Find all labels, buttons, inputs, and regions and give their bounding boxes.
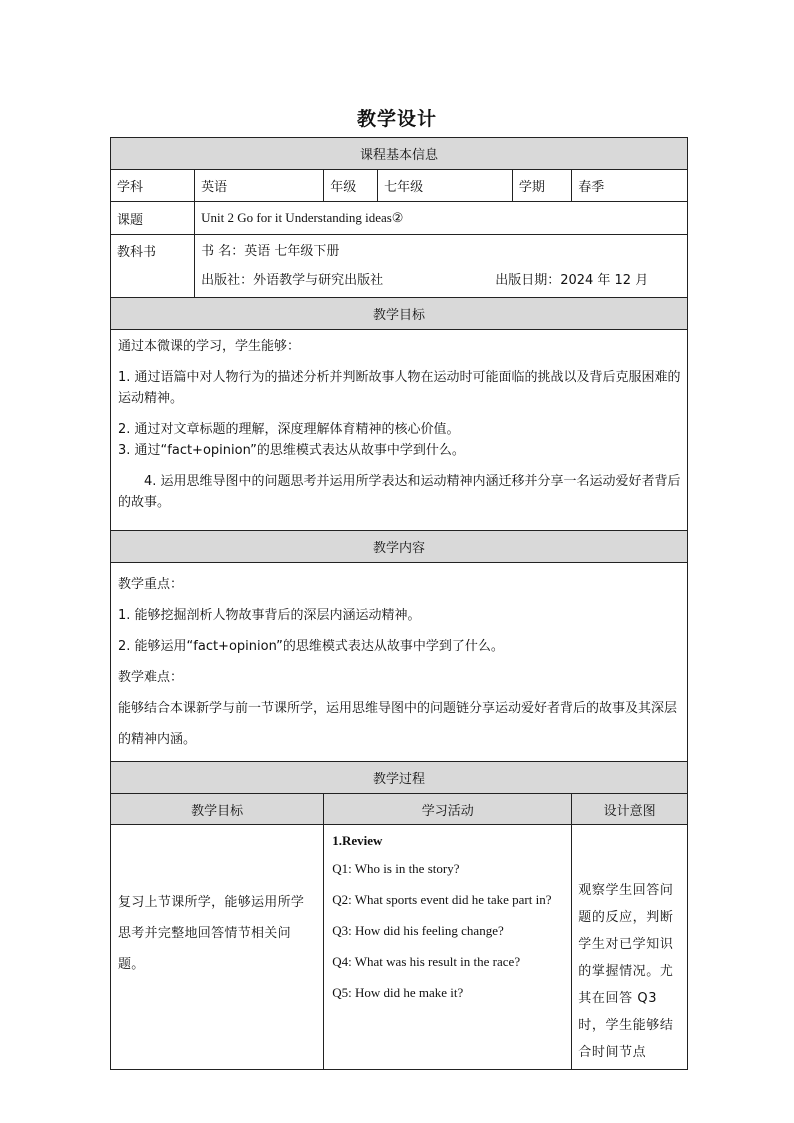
process-header-row <box>111 762 688 794</box>
term-label: 学期 <box>512 170 571 202</box>
topic-value: Unit 2 Go for it Understanding ideas② <box>195 202 688 235</box>
content-row <box>111 563 688 762</box>
topic-label: 课题 <box>111 202 195 235</box>
process-col-goal: 教学目标 <box>111 794 324 825</box>
book-name-line: 书 名：英语 七年级下册 <box>201 244 340 259</box>
activity-question-1: Q1: Who is in the story? <box>332 861 460 876</box>
process-row <box>111 825 688 1070</box>
process-goal-text: 复习上节课所学，能够运用所学思考并完整地回答情节相关问题。 <box>118 895 305 972</box>
process-goal <box>111 825 324 1070</box>
textbook-row <box>111 235 688 298</box>
content-header-row <box>111 531 688 563</box>
grade-value: 七年级 <box>378 170 513 202</box>
publisher: 出版社：外语教学与研究出版社 <box>201 273 384 288</box>
process-col-intent: 设计意图 <box>572 794 688 825</box>
difficulty-text: 能够结合本课新学与前一节课所学，运用思维导图中的问题链分享运动爱好者背后的故事及其深层的精神内涵。 <box>118 701 678 747</box>
content-header: 教学内容 <box>111 531 688 563</box>
textbook-info <box>195 235 688 298</box>
objectives-header-row <box>111 298 688 330</box>
objectives-intro: 通过本微课的学习，学生能够： <box>118 339 301 354</box>
objectives-row <box>111 330 688 531</box>
activity-question-2: Q2: What sports event did he take part in? <box>332 892 552 907</box>
document-title: 教学设计 <box>356 108 437 130</box>
activity-question-3: Q3: How did his feeling change? <box>332 923 504 938</box>
process-header: 教学过程 <box>111 762 688 794</box>
objective-item-3: 3. 通过“fact+opinion”的思维模式表达从故事中学到什么。 <box>118 443 465 458</box>
basic-info-header-row <box>111 138 688 170</box>
objectives-block <box>111 330 688 531</box>
basic-info-header: 课程基本信息 <box>111 138 688 170</box>
term-value: 春季 <box>572 170 688 202</box>
process-col-activity: 学习活动 <box>324 794 572 825</box>
activity-title: 1.Review <box>332 833 383 848</box>
subject-label: 学科 <box>111 170 195 202</box>
subject-value: 英语 <box>195 170 324 202</box>
objective-item-1: 1. 通过语篇中对人物行为的描述分析并判断故事人物在运动时可能面临的挑战以及背后克服困难的运动精神。 <box>118 370 681 406</box>
topic-row <box>111 202 688 235</box>
objective-item-4: 4. 运用思维导图中的问题思考并运用所学表达和运动精神内涵迁移并分享一名运动爱好者背后的故事。 <box>118 474 681 510</box>
process-activity <box>324 825 572 1070</box>
publisher-line <box>201 270 681 291</box>
grade-label: 年级 <box>324 170 378 202</box>
objectives-header: 教学目标 <box>111 298 688 330</box>
key-point-1: 1. 能够挖掘剖析人物故事背后的深层内涵运动精神。 <box>118 608 421 623</box>
activity-question-5: Q5: How did he make it? <box>332 985 464 1000</box>
publish-date: 出版日期：2024 年 12 月 <box>495 273 649 288</box>
content-block <box>111 563 688 762</box>
lesson-plan-table <box>110 137 688 1070</box>
objective-item-2: 2. 通过对文章标题的理解，深度理解体育精神的核心价值。 <box>118 422 460 437</box>
activity-question-4: Q4: What was his result in the race? <box>332 954 521 969</box>
textbook-label: 教科书 <box>111 235 195 298</box>
process-intent-text: 观察学生回答问题的反应，判断学生对已学知识的掌握情况。尤其在回答 Q3 时，学生能够结合时间节点 <box>578 883 674 1060</box>
process-intent <box>572 825 688 1070</box>
difficulty-label: 教学难点： <box>118 670 184 685</box>
subject-row <box>111 170 688 202</box>
process-columns-row <box>111 794 688 825</box>
key-points-label: 教学重点： <box>118 577 184 592</box>
key-point-2: 2. 能够运用“fact+opinion”的思维模式表达从故事中学到了什么。 <box>118 639 504 654</box>
